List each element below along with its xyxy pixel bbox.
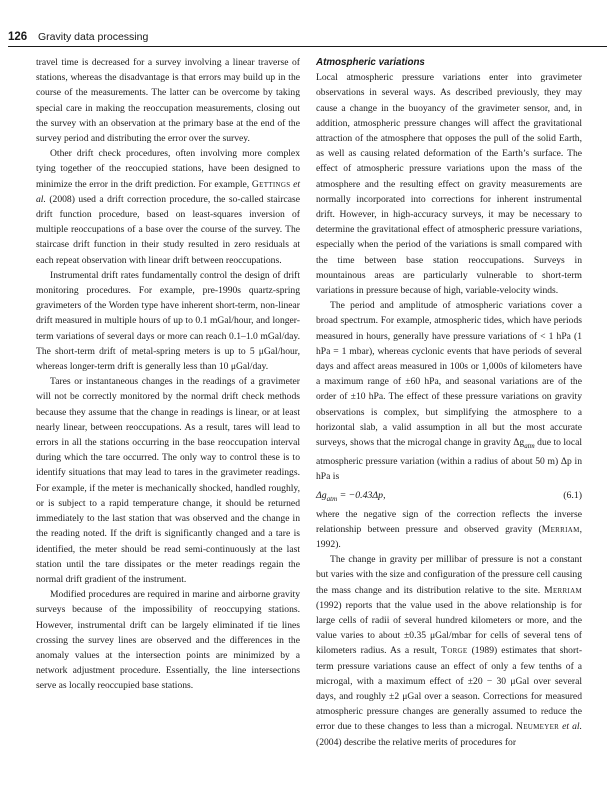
equation-subscript: atm bbox=[326, 494, 338, 503]
paragraph-tares: Tares or instantaneous changes in the readings of a gravimeter will not be correctly monitored by the normal drift check methods because they assume that the change in readings is linear, or at least nearly linear, between reoccupations. As a result, tares will lead to errors in all the stations occurring in the base reoccupation interval during which the tare occurred. The only way to control these is to identify situations that may lead to tares in the gravimeter readings. For example, if the meter is mechanically shocked, handled roughly, or is subject to a rapid temperature change, it should be returned immediately to the last station that was observed and the change in the reading noted. If the drift is significantly changed and a tare is identified, the meter should be read semi-continuously at the last station until the tare dissipates or the meter readings regain the normal drift gradient of the instrument. bbox=[36, 376, 300, 585]
text: The change in gravity per millibar of pressure is not a constant but varies with the size and configuration of the pressure cell causing the mass change and its distribution relative to the site. bbox=[316, 554, 582, 596]
header-rule bbox=[8, 46, 607, 47]
text: (2008) used a drift correction procedure, the so-called staircase drift function procedure, based on least-squares inversion of multiple reoccupations of a base over the course of the survey. The staircase drift function in their study resulted in zero residuals at each repeat observation with linear drift between reoccupations. bbox=[36, 193, 300, 266]
right-column bbox=[316, 55, 582, 750]
text: (2004) describe the relative merits of procedures for bbox=[316, 736, 517, 748]
author-torge: Torge bbox=[441, 645, 468, 657]
equation-number: (6.1) bbox=[563, 489, 582, 501]
text: Other drift check procedures, often involving more complex tying together of the reoccupied stations, have been designed to minimize the error in the drift prediction. For example, bbox=[36, 148, 300, 190]
text: (1989) estimates that short-term pressure variations cause an effect of only a few tenths of a microgal, with a maximum effect of ±20 − 30 μGal over several days, and roughly ±2 μGal over a season. Corrections for measured atmospheric pressure changes are generally assumed to reduce the error due to these changes to less than a microgal. bbox=[316, 645, 583, 733]
text: , 1992). bbox=[316, 523, 582, 550]
paragraph-period-amplitude bbox=[316, 298, 582, 484]
page-number: 126 bbox=[8, 31, 28, 43]
paragraph-negative-sign bbox=[316, 507, 582, 553]
author-gettings: Gettings bbox=[251, 178, 291, 190]
text: (1992) reports that the value used in the above relationship is for large cells of radii of several hundred kilometers or more, and the value varies to about ±0.35 μGal/mbar for cells of several tens of kilometers radius. As a result, bbox=[316, 599, 582, 657]
paragraph-pressure-variations: Local atmospheric pressure variations enter into gravimeter observations in several ways. As described previously, they may cause a change in the buoyancy of the gravimeter sensor, and, in addition, atmospheric pressure changes will affect the gravitational attraction of the atmosphere that opposes the pull of the solid Earth, as well as causing related deformation of the Earth’s surface. The effect of atmospheric pressure variations upon the mass of the atmosphere and the resulting effect on gravity measurements are normally incorporated into corrections for inherent instrumental drift. However, in high-accuracy surveys, it may be necessary to determine the gravitational effect of atmospheric pressure variations, especially when the period of the variations is small compared with the time between base station reoccupations. Surveys in mountainous areas are particularly vulnerable to short-term variations in pressure because of high, variable-velocity winds. bbox=[316, 72, 582, 297]
equation-6-1 bbox=[316, 488, 582, 504]
author-merriam: Merriam bbox=[544, 584, 582, 596]
equation-lhs: Δg bbox=[316, 489, 327, 501]
et-al: et al. bbox=[559, 721, 582, 733]
section-heading: Atmospheric variations bbox=[316, 57, 425, 68]
text: The period and amplitude of atmospheric variations cover a broad spectrum. For example, atmospheric tides, which have periods measured in hours, generally have pressure variations of < 1 hPa (1 hPa = 1 mbar), whereas cyclonic events that have periods of several days and affect areas measured in 100s or 1,000s of kilometers have a maximum range of ±60 hPa, and seasonal variations are of the order of ±10 hPa. The effect of these pressure variations on gravity observations is complex, but simplifying the atmosphere to a horizontal slab, a valid assumption in all but the most accurate surveys, shows that the microgal change in gravity Δg bbox=[316, 300, 582, 449]
page-header bbox=[0, 28, 615, 48]
paragraph-drift-rates: Instrumental drift rates fundamentally control the design of drift monitoring procedures. For example, pre-1990s quartz-spring gravimeters of the Worden type have inherent short-term, non-linear drift measured in multiple hours of up to 0.1 mGal/hour, and longer-term variations of several days or more can reach 0.1–1.0 mGal/day. The short-term drift of metal-spring meters is up to 5 μGal/hour, whereas longer-term drift is generally less than 10 μGal/day. bbox=[36, 269, 300, 373]
et-al: et al. bbox=[36, 178, 300, 205]
equation-rhs: = −0.43Δp, bbox=[337, 489, 386, 501]
left-column bbox=[36, 55, 300, 694]
text: where the negative sign of the correction reflects the inverse relationship between pressure and observed gravity ( bbox=[316, 508, 582, 535]
author-merriam: Merriam bbox=[541, 523, 580, 535]
paragraph-gravity-per-millibar bbox=[316, 552, 582, 750]
text: due to local atmospheric pressure variation (within a radius of about 50 m) Δp in hPa is bbox=[316, 437, 583, 483]
author-neumeyer: Neumeyer bbox=[515, 721, 560, 733]
paragraph-drift-check-procedures bbox=[36, 146, 300, 268]
equation-body bbox=[316, 488, 386, 507]
running-title: Gravity data processing bbox=[38, 31, 149, 43]
subscript: atm bbox=[524, 441, 535, 450]
paragraph-marine-airborne: Modified procedures are required in marine and airborne gravity surveys because of the impossibility of reoccupying stations. However, instrumental drift can be largely eliminated if tie lines crossing the survey lines are observed and the differences in the anomaly values at the intersection points are minimized by a network adjustment procedure. Essentially, the line intersections serve as locally reoccupied base stations. bbox=[36, 589, 300, 692]
paragraph-drift-linear-traverse: travel time is decreased for a survey involving a linear traverse of stations, whereas the disadvantage is that errors may build up in the course of the measurements. The latter can be overcome by taking special care in making the reoccupation measurements, closing out the survey with an observation at the primary base at the end of the survey period and distributing the error over the survey. bbox=[36, 57, 300, 145]
